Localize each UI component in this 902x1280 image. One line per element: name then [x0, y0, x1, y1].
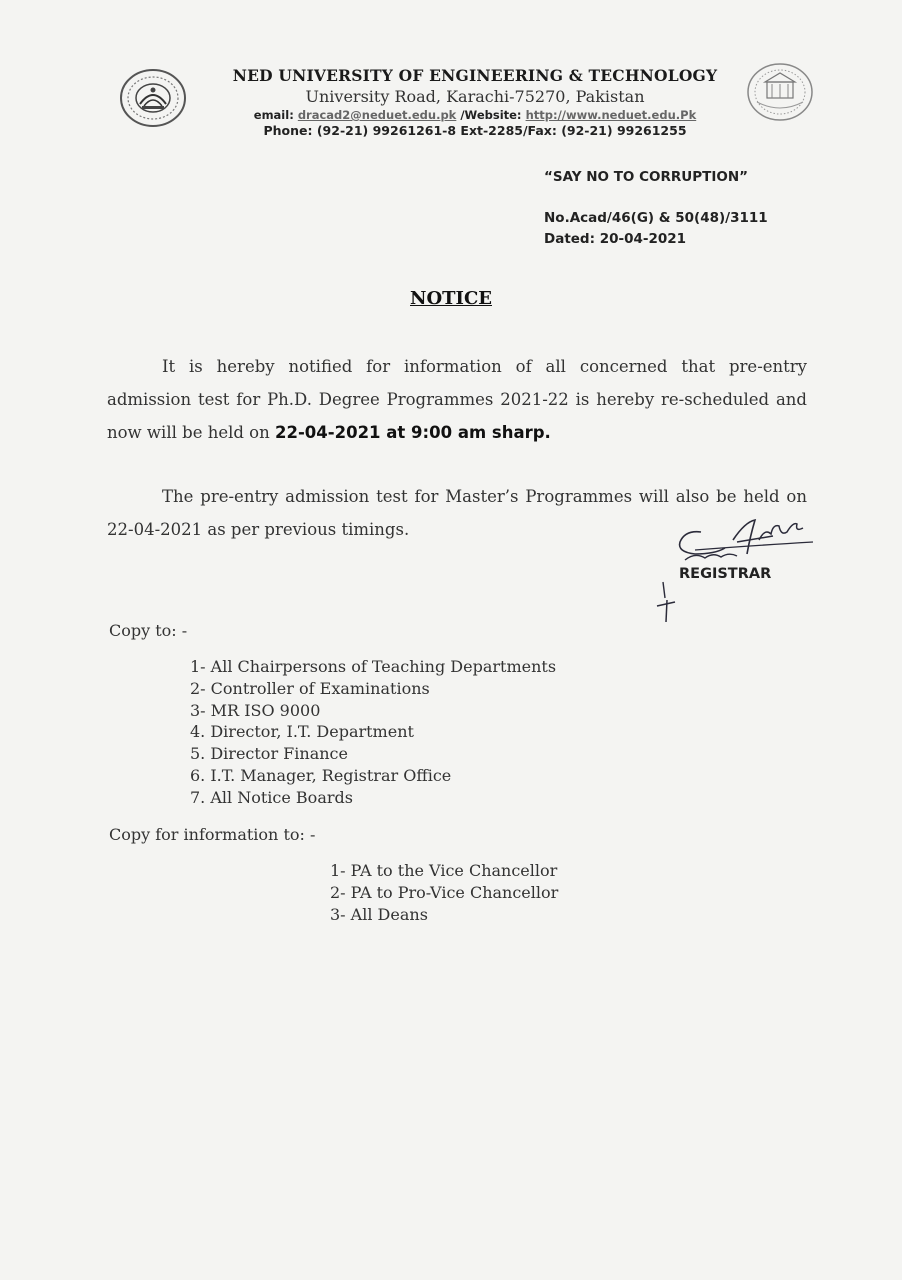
website-link[interactable]: http://www.neduet.edu.Pk	[525, 108, 697, 122]
university-name: NED UNIVERSITY OF ENGINEERING & TECHNOLOGY	[232, 66, 718, 85]
email-label: email:	[253, 108, 294, 122]
notice-title: NOTICE	[410, 288, 492, 309]
notice-date: Dated: 20-04-2021	[544, 231, 687, 247]
paragraph-phd-text: It is hereby notified for information of all concerned that pre-entry admission test for Ph.D. Degree Programmes 2021-22 is hereby re-scheduled and now will be held on	[107, 357, 807, 442]
phone-fax-line: Phone: (92-21) 99261261-8 Ext-2285/Fax: (92-21) 99261255	[263, 123, 687, 138]
copy-to-item: 4. Director, I.T. Department	[190, 722, 414, 742]
copy-info-item: 1- PA to the Vice Chancellor	[330, 861, 558, 880]
copy-to-item: 2- Controller of Examinations	[190, 678, 430, 698]
paragraph-masters-test: The pre-entry admission test for Master’s Programmes will also be held on 22-04-2021 as per previous timings.	[107, 487, 807, 539]
copy-info-item: 3- All Deans	[330, 904, 428, 924]
university-address: University Road, Karachi-75270, Pakistan	[305, 87, 645, 106]
copy-to-item: 1- All Chairpersons of Teaching Departments	[190, 657, 557, 676]
reference-block	[544, 208, 768, 250]
copy-to-item: 7. All Notice Boards	[190, 787, 353, 807]
website-label: /Website:	[460, 108, 522, 122]
copy-info-item: 2- PA to Pro-Vice Chancellor	[330, 882, 559, 902]
university-emblem-left	[118, 68, 188, 128]
letterhead	[205, 66, 745, 138]
rescheduled-date: 22-04-2021 at 9:00 am sharp.	[274, 423, 551, 442]
copy-to-list	[190, 656, 556, 809]
reference-number: No.Acad/46(G) & 50(48)/3111	[544, 210, 768, 226]
copy-info-list	[330, 860, 558, 925]
anti-corruption-slogan: “SAY NO TO CORRUPTION”	[544, 169, 748, 185]
copy-info-label: Copy for information to: -	[109, 825, 316, 844]
copy-to-item: 3- MR ISO 9000	[190, 700, 321, 720]
university-emblem-right	[745, 62, 815, 122]
contact-line	[205, 108, 745, 122]
copy-to-item: 5. Director Finance	[190, 744, 348, 764]
paragraph-phd-test	[107, 350, 807, 449]
copy-to-item: 6. I.T. Manager, Registrar Office	[190, 765, 452, 785]
signatory-title: REGISTRAR	[679, 566, 772, 582]
email-link[interactable]: dracad2@neduet.edu.pk	[297, 108, 457, 122]
copy-to-label: Copy to: -	[109, 621, 188, 640]
